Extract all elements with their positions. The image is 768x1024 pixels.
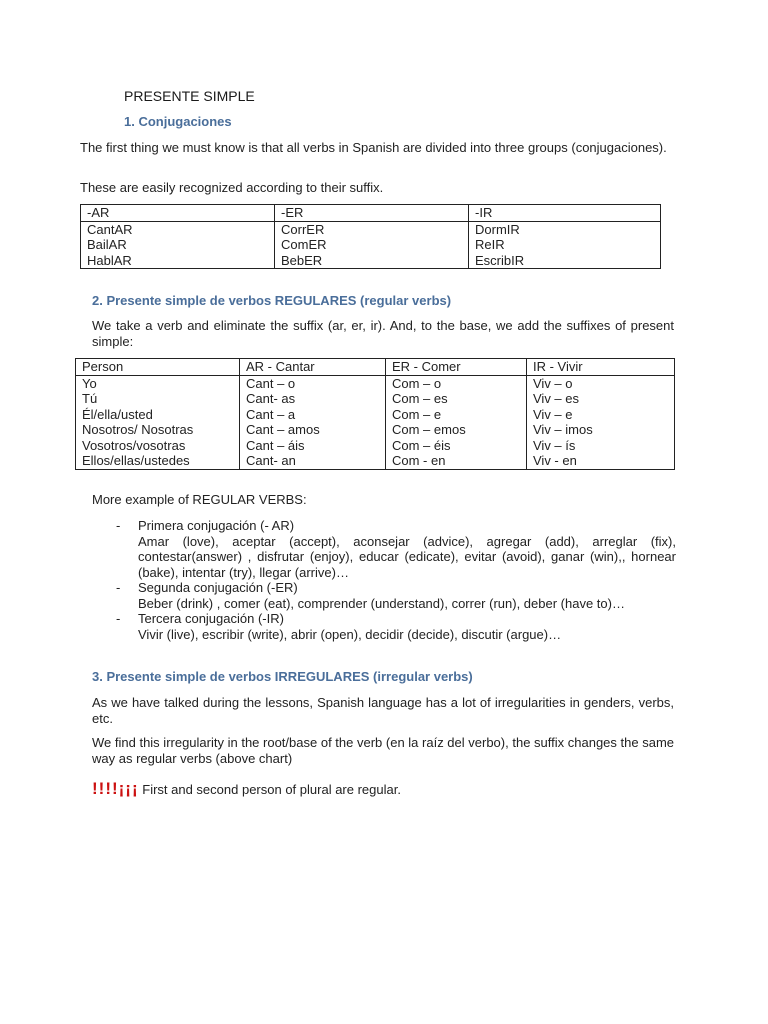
list-item-title: Primera conjugación (- AR) (138, 518, 295, 533)
list-item (116, 611, 676, 642)
table-cell-line: BebER (281, 252, 323, 268)
list-item (116, 580, 676, 611)
table-cell-line: Viv – o (533, 375, 573, 391)
table-cell-line: Vosotros/vosotras (82, 437, 186, 453)
table-cell-line: Com – emos (392, 422, 466, 437)
table-header-cell: -ER (275, 205, 469, 222)
table-cell-line: HablAR (87, 252, 132, 268)
table-cell-line: Nosotros/ Nosotras (82, 422, 194, 437)
table-cell-line: Cant- an (246, 453, 296, 468)
table-cell-line: Yo (82, 375, 97, 391)
table-cell-line: EscribIR (475, 252, 525, 268)
table-cell-line: Com – éis (392, 437, 451, 453)
list-item-description: Amar (love), aceptar (accept), aconsejar (advice), agregar (add), arreglar (fix), contestar(answer) , disfrutar (enjoy), educar (edicate), evitar (avoid), ganar (win),, hornear (bake), intentar (try), llegar (arrive)… (138, 533, 676, 580)
table-cell-line: CorrER (281, 221, 325, 237)
table-header-cell: AR - Cantar (240, 359, 386, 376)
suffix-groups-table (80, 204, 661, 269)
table-cell-line: Ellos/ellas/ustedes (82, 453, 190, 468)
list-dash: - (116, 611, 121, 626)
section-3-heading: 3. Presente simple de verbos IRREGULARES (irregular verbs) (92, 669, 473, 684)
table-header-cell: -AR (81, 205, 275, 222)
table-cell (386, 375, 527, 469)
table-cell-line: Cant – a (246, 406, 296, 422)
list-item-title: Segunda conjugación (-ER) (138, 580, 298, 595)
table-cell (76, 375, 240, 469)
section-2-heading: 2. Presente simple de verbos REGULARES (regular verbs) (92, 293, 452, 308)
table-cell (527, 375, 675, 469)
section-2-paragraph-1: We take a verb and eliminate the suffix (ar, er, ir). And, to the base, we add the suffixes of present simple: (92, 318, 674, 349)
table-header-cell: IR - Vivir (527, 359, 675, 376)
table-cell-line: Él/ella/usted (82, 406, 153, 422)
page-title: PRESENTE SIMPLE (124, 88, 255, 104)
table-cell-line: Cant – amos (246, 422, 320, 437)
list-item (116, 518, 676, 580)
table-cell-line: DormIR (475, 221, 520, 237)
table-cell-line: ComER (281, 237, 327, 252)
table-cell-line: Tú (82, 391, 98, 406)
section-3-paragraph-2: We find this irregularity in the root/base of the verb (en la raíz del verbo), the suffix changes the same way as regular verbs (above chart) (92, 735, 674, 766)
list-dash: - (116, 580, 121, 595)
table-header-cell: -IR (469, 205, 661, 222)
list-dash: - (116, 518, 121, 533)
list-item-description: Beber (drink) , comer (eat), comprender (understand), correr (run), deber (have to)… (138, 595, 625, 611)
section-1-paragraph-1: The first thing we must know is that all verbs in Spanish are divided into three groups (conjugaciones). (80, 140, 667, 155)
table-cell-line: Com – es (392, 391, 448, 406)
table-cell-line: Viv - en (533, 453, 577, 468)
table-cell-line: Viv – es (533, 391, 580, 406)
table-cell-line: Com – o (392, 375, 442, 391)
table-cell-line: Cant – áis (246, 437, 305, 453)
warning-note (92, 779, 401, 799)
table-cell-line: Viv – imos (533, 422, 593, 437)
table-cell (469, 221, 661, 269)
table-cell-line: ReIR (475, 237, 505, 252)
table-cell-line: Cant – o (246, 375, 296, 391)
list-item-title: Tercera conjugación (-IR) (138, 611, 284, 626)
table-cell-line: Com – e (392, 406, 442, 422)
table-cell (81, 221, 275, 269)
table-cell-line: Cant- as (246, 391, 296, 406)
regular-verbs-table (75, 358, 675, 470)
table-cell (275, 221, 469, 269)
table-cell-line: BailAR (87, 237, 127, 252)
table-cell-line: Com - en (392, 453, 446, 468)
table-cell-line: CantAR (87, 221, 133, 237)
table-header-cell: Person (76, 359, 240, 376)
warning-text: First and second person of plural are regular. (138, 782, 401, 797)
table-cell-line: Viv – e (533, 406, 573, 422)
exclamation-marks: !!!!¡¡¡ (92, 779, 139, 798)
table-cell-line: Viv – ís (533, 437, 576, 453)
list-item-description: Vivir (live), escribir (write), abrir (open), decidir (decide), discutir (argue)… (138, 626, 562, 642)
table-header-cell: ER - Comer (386, 359, 527, 376)
table-cell (240, 375, 386, 469)
section-1-heading: 1. Conjugaciones (124, 114, 232, 129)
more-examples-label: More example of REGULAR VERBS: (92, 492, 307, 507)
section-3-paragraph-1: As we have talked during the lessons, Spanish language has a lot of irregularities in genders, verbs, etc. (92, 695, 674, 726)
conjugation-list (116, 518, 676, 642)
section-1-paragraph-2: These are easily recognized according to their suffix. (80, 180, 384, 195)
